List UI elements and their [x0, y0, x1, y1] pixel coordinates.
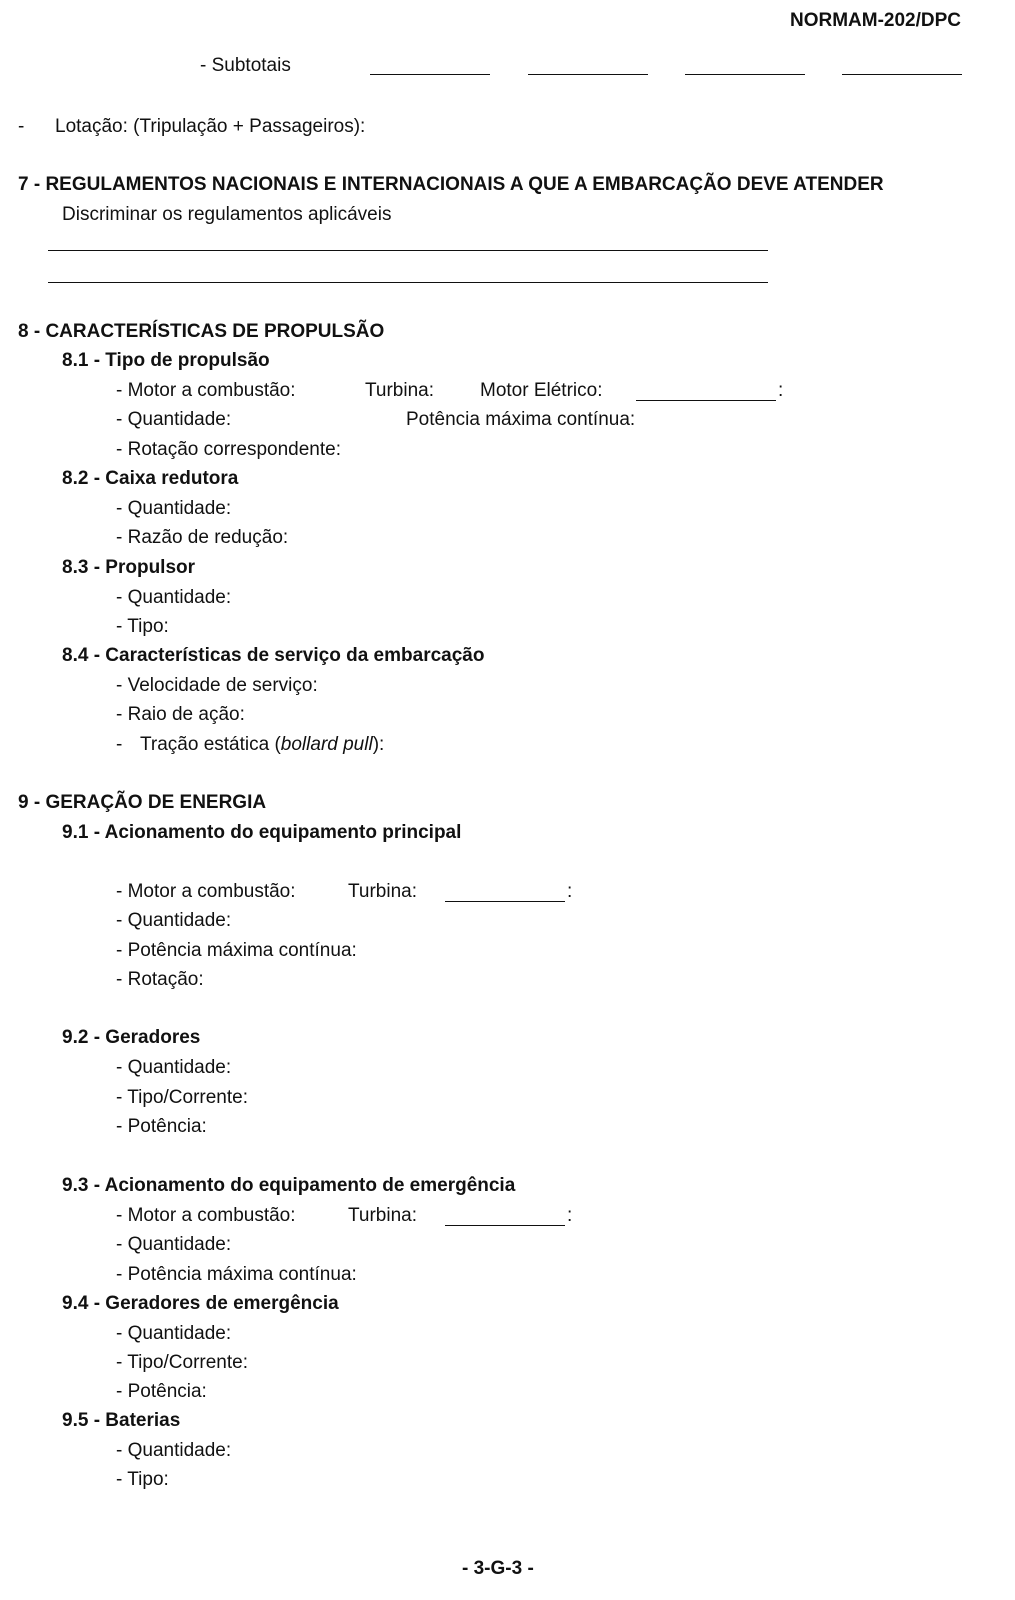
service-speed-label: - Velocidade de serviço: — [116, 675, 318, 696]
range-label: - Raio de ação: — [116, 704, 245, 725]
subtotals-label: - Subtotais — [200, 55, 291, 76]
regulations-field-2[interactable] — [48, 282, 768, 283]
main-drive-max-power-label: - Potência máxima contínua: — [116, 940, 357, 961]
emergency-generators-power-label: - Potência: — [116, 1381, 207, 1402]
generators-type-label: - Tipo/Corrente: — [116, 1087, 248, 1108]
section-9-3-title: 9.3 - Acionamento do equipamento de emergência — [62, 1175, 516, 1196]
gearbox-quantity-label: - Quantidade: — [116, 498, 232, 519]
section-7-instruction: Discriminar os regulamentos aplicáveis — [62, 204, 392, 225]
propulsion-motor-label: - Motor a combustão: — [116, 380, 296, 401]
emergency-drive-max-power-label: - Potência máxima contínua: — [116, 1264, 357, 1285]
propulsion-quantity-label: - Quantidade: — [116, 409, 232, 430]
propulsion-turbine-label: Turbina: — [365, 380, 434, 401]
section-9-1-title: 9.1 - Acionamento do equipamento principal — [62, 822, 462, 843]
propulsion-rotation-label: - Rotação correspondente: — [116, 439, 341, 460]
section-7-title: 7 - REGULAMENTOS NACIONAIS E INTERNACIONAIS A QUE A EMBARCAÇÃO DEVE ATENDER — [18, 174, 884, 195]
propulsion-max-power-label: Potência máxima contínua: — [406, 409, 636, 430]
section-9-title: 9 - GERAÇÃO DE ENERGIA — [18, 792, 267, 813]
propeller-quantity-label: - Quantidade: — [116, 587, 232, 608]
gearbox-ratio-label: - Razão de redução: — [116, 527, 289, 548]
propulsion-electric-motor-label: Motor Elétrico: — [480, 380, 603, 401]
batteries-type-label: - Tipo: — [116, 1469, 169, 1490]
emergency-drive-other-field[interactable] — [445, 1225, 565, 1226]
emergency-drive-colon: : — [567, 1205, 573, 1226]
section-8-4-title: 8.4 - Características de serviço da embarcação — [62, 645, 485, 666]
electric-motor-colon: : — [778, 380, 784, 401]
main-drive-turbine-label: Turbina: — [348, 881, 417, 902]
section-8-2-title: 8.2 - Caixa redutora — [62, 468, 239, 489]
emergency-drive-turbine-label: Turbina: — [348, 1205, 417, 1226]
section-8-title: 8 - CARACTERÍSTICAS DE PROPULSÃO — [18, 321, 385, 342]
main-drive-quantity-label: - Quantidade: — [116, 910, 232, 931]
bollard-pull-label: Tração estática (bollard pull): — [140, 734, 385, 755]
subtotal-field-3[interactable] — [685, 74, 805, 75]
main-drive-other-field[interactable] — [445, 901, 565, 902]
document-code: NORMAM-202/DPC — [790, 10, 962, 31]
lotacao-dash: - — [18, 116, 25, 137]
generators-power-label: - Potência: — [116, 1116, 207, 1137]
emergency-generators-quantity-label: - Quantidade: — [116, 1323, 232, 1344]
section-8-1-title: 8.1 - Tipo de propulsão — [62, 350, 270, 371]
subtotal-field-1[interactable] — [370, 74, 490, 75]
lotacao-label: Lotação: (Tripulação + Passageiros): — [55, 116, 366, 137]
subtotal-field-4[interactable] — [842, 74, 962, 75]
emergency-drive-motor-label: - Motor a combustão: — [116, 1205, 296, 1226]
main-drive-colon: : — [567, 881, 573, 902]
section-9-2-title: 9.2 - Geradores — [62, 1027, 201, 1048]
bollard-pull-dash: - — [116, 734, 123, 755]
main-drive-motor-label: - Motor a combustão: — [116, 881, 296, 902]
main-drive-rotation-label: - Rotação: — [116, 969, 204, 990]
emergency-drive-quantity-label: - Quantidade: — [116, 1234, 232, 1255]
regulations-field-1[interactable] — [48, 250, 768, 251]
generators-quantity-label: - Quantidade: — [116, 1057, 232, 1078]
section-9-4-title: 9.4 - Geradores de emergência — [62, 1293, 339, 1314]
section-9-5-title: 9.5 - Baterias — [62, 1410, 181, 1431]
section-8-3-title: 8.3 - Propulsor — [62, 557, 196, 578]
emergency-generators-type-label: - Tipo/Corrente: — [116, 1352, 248, 1373]
subtotal-field-2[interactable] — [528, 74, 648, 75]
batteries-quantity-label: - Quantidade: — [116, 1440, 232, 1461]
page-number: - 3-G-3 - — [462, 1558, 534, 1579]
propeller-type-label: - Tipo: — [116, 616, 169, 637]
electric-motor-field[interactable] — [636, 400, 776, 401]
